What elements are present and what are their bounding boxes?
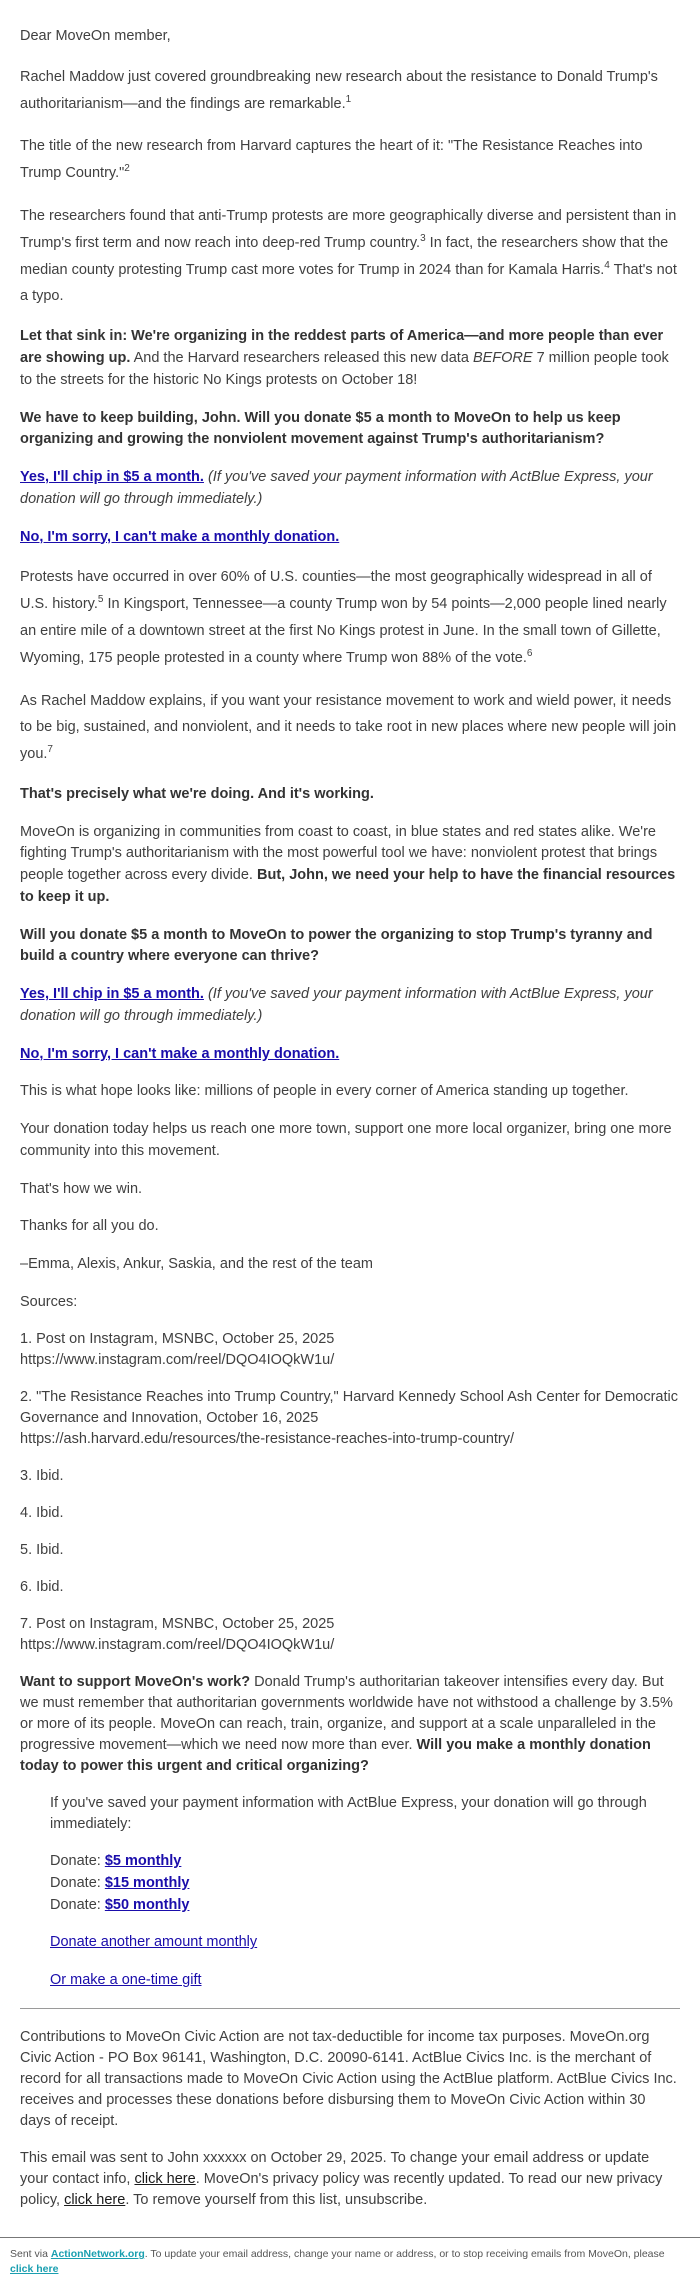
footnote-ref: 6 bbox=[526, 647, 533, 659]
signoff: –Emma, Alexis, Ankur, Saskia, and the rest of the team bbox=[20, 1256, 374, 1273]
no-block-1 bbox=[20, 527, 680, 549]
donate-15-monthly-link[interactable]: $15 monthly bbox=[104, 1874, 190, 1891]
donate-other-block bbox=[50, 1932, 680, 1954]
source-item: 1. Post on Instagram, MSNBC, October 25, 2025 https://www.instagram.com/reel/DQO4IOQkW1u/ bbox=[20, 1330, 335, 1368]
divider bbox=[20, 2008, 680, 2009]
footnote-ref: 3 bbox=[420, 232, 426, 244]
footnote-ref: 1 bbox=[345, 93, 352, 105]
paragraph-maddow: Rachel Maddow just covered groundbreaking new research about the resistance to Donald Trump's authoritarianism—and the findings are remarkable.$^1$ bbox=[20, 68, 658, 112]
paragraph-support-moveon: Want to support MoveOn's work? Donald Trump's authoritarian takeover intensifies every day. But we must remember that authoritarian governments worldwide have not withstood a challenge by 3.5% or more of its people. MoveOn can reach, train, organize, and support at a scale unparalleled in the progressive movement—which we need now more than ever. Will you make a monthly donation today to power this urgent and critical organizing? bbox=[20, 1674, 673, 1775]
paragraph-harvard-title: The title of the new research from Harvard captures the heart of it: "The Resistance Reaches into Trump Country."$^2$ bbox=[20, 138, 643, 182]
donation-ask-1: We have to keep building, John. Will you donate $5 a month to MoveOn to help us keep organizing and growing the nonviolent movement against Trump's authoritarianism? bbox=[20, 409, 621, 448]
yes-chip-in-link[interactable]: Yes, I'll chip in $5 a month. bbox=[20, 469, 204, 485]
donate-amount-list: Donate: $5 monthly Donate: $15 monthly Donate: $50 monthly bbox=[50, 1853, 190, 1913]
paragraph-thanks: Thanks for all you do. bbox=[20, 1218, 159, 1235]
action-network-footer: Sent via ActionNetwork.org. To update your email address, change your name or address, or to stop receiving emails from MoveOn, please click here bbox=[0, 2237, 700, 2277]
sources-label: Sources: bbox=[20, 1293, 78, 1310]
one-time-block bbox=[50, 1970, 680, 1992]
source-item: 4. Ibid. bbox=[20, 1505, 64, 1522]
source-item: 5. Ibid. bbox=[20, 1542, 64, 1559]
footnote-ref: 7 bbox=[47, 744, 53, 756]
sources-section bbox=[20, 1292, 680, 1656]
paragraph-donation-helps: Your donation today helps us reach one more town, support one more local organizer, bring one more community into this movement. bbox=[20, 1121, 672, 1159]
donation-ask-2: Will you donate $5 a month to MoveOn to power the organizing to stop Trump's tyranny and build a country where everyone can thrive? bbox=[20, 926, 653, 965]
paragraph-sink-in: Let that sink in: We're organizing in the reddest parts of America—and more people than ever are showing up. And the Harvard researchers released this new data BEFORE 7 million people took to the streets for the historic No Kings protests on October 18! bbox=[20, 328, 669, 388]
donate-50-monthly-link[interactable]: $50 monthly bbox=[104, 1896, 190, 1913]
source-item: 6. Ibid. bbox=[20, 1579, 64, 1596]
paragraph-organizing: MoveOn is organizing in communities from coast to coast, in blue states and red states alike. We're fighting Trump's authoritarianism with the most powerful tool we have: nonviolent protest that brings people together across every divide. But, John, we need your help to have the financial resources to keep it up. bbox=[20, 823, 676, 905]
donate-another-amount-link[interactable]: Donate another amount monthly bbox=[50, 1934, 258, 1951]
paragraph-maddow-explains: As Rachel Maddow explains, if you want your resistance movement to work and wield power, it needs to be big, sustained, and nonviolent, and it needs to take root in new places where new people will join you.$^7$ bbox=[20, 692, 677, 763]
action-network-link[interactable]: ActionNetwork.org bbox=[50, 2248, 145, 2261]
paragraph-research-findings: The researchers found that anti-Trump protests are more geographically diverse and persistent than in Trump's first term and now reach into deep-red Trump country.$^3$ In fact, the researchers show that the median county protesting Trump cast more votes for Trump in 2024 than for Kamala Harris.$^4$ That's not a typo. bbox=[20, 208, 677, 305]
no-block-2 bbox=[20, 1044, 680, 1066]
footnote-ref: 2 bbox=[124, 163, 130, 175]
source-item: 2. "The Resistance Reaches into Trump Country," Harvard Kennedy School Ash Center for Democratic Governance and Innovation, October 16, 2025 https://ash.harvard.edu/resources/the-resistance-reaches-into-trump-country/ bbox=[20, 1388, 678, 1448]
yes-block-2: Yes, I'll chip in $5 a month. (If you've saved your payment information with ActBlue Express, your donation will go through immediately.) bbox=[20, 986, 653, 1024]
footnote-ref: 4 bbox=[604, 259, 610, 271]
paragraph-working: That's precisely what we're doing. And it's working. bbox=[20, 785, 374, 802]
unsubscribe-click-here-link[interactable]: click here bbox=[10, 2263, 59, 2276]
yes-chip-in-link[interactable]: Yes, I'll chip in $5 a month. bbox=[20, 986, 204, 1003]
express-note: If you've saved your payment information with ActBlue Express, your donation will go through immediately: bbox=[50, 1795, 647, 1833]
footnote-ref: 5 bbox=[97, 594, 104, 606]
yes-block-1: Yes, I'll chip in $5 a month. (If you've saved your payment information with ActBlue Express, your donation will go through immediately.) bbox=[20, 469, 653, 507]
sent-to-notice: This email was sent to John xxxxxx on October 29, 2025. To change your email address or update your contact info, click here. MoveOn's privacy policy was recently updated. To read our new privacy policy, click here. To remove yourself from this list, unsubscribe. bbox=[20, 2150, 663, 2209]
paragraph-protest-stats: Protests have occurred in over 60% of U.S. counties—the most geographically widespread in all of U.S. history.$^5$ In Kingsport, Tennessee—a county Trump won by 54 points—2,000 people lined nearly an entire mile of a downtown street at the first No Kings protest in June. In the small town of Gillette, Wyoming, 175 people protested in a county where Trump won 88% of the vote.$^6$ bbox=[20, 569, 667, 666]
privacy-policy-link[interactable]: click here bbox=[64, 2192, 126, 2209]
donate-5-monthly-link[interactable]: $5 monthly bbox=[104, 1853, 182, 1870]
one-time-gift-link[interactable]: Or make a one-time gift bbox=[50, 1972, 202, 1989]
paragraph-how-we-win: That's how we win. bbox=[20, 1180, 143, 1197]
no-donation-link[interactable]: No, I'm sorry, I can't make a monthly donation. bbox=[20, 528, 340, 545]
paragraph-hope: This is what hope looks like: millions of people in every corner of America standing up together. bbox=[20, 1083, 629, 1100]
source-item: 3. Ibid. bbox=[20, 1468, 64, 1485]
update-contact-link[interactable]: click here bbox=[134, 2171, 196, 2188]
greeting: Dear MoveOn member, bbox=[20, 28, 171, 44]
legal-disclaimer: Contributions to MoveOn Civic Action are not tax-deductible for income tax purposes. MoveOn.org Civic Action - PO Box 96141, Washington, D.C. 20090-6141. ActBlue Civics Inc. is the merchant of record for all transactions made to MoveOn Civic Action using the ActBlue platform. ActBlue Civics Inc. receives and processes these donations before disbursing them to MoveOn Civic Action within 30 days of receipt. bbox=[20, 2028, 677, 2130]
donation-options-block bbox=[20, 1793, 680, 1992]
source-item: 7. Post on Instagram, MSNBC, October 25, 2025 https://www.instagram.com/reel/DQO4IOQkW1u/ bbox=[20, 1616, 335, 1654]
no-donation-link[interactable]: No, I'm sorry, I can't make a monthly donation. bbox=[20, 1045, 340, 1062]
